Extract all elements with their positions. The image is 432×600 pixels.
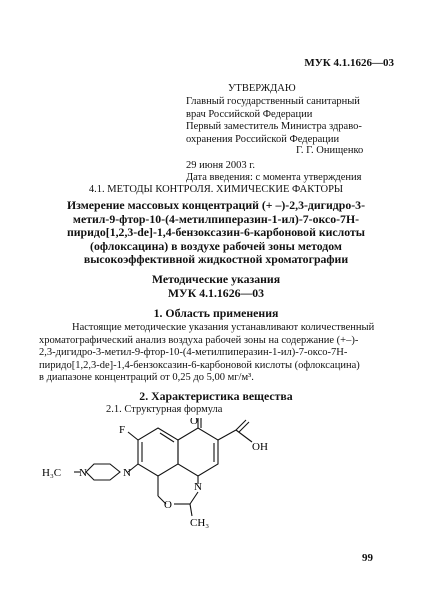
title-line: Измерение массовых концентраций (+ –)-2,3-дигидро-3-	[67, 198, 365, 212]
atom-n-ring: N	[194, 481, 202, 493]
approval-date: 29 июня 2003 г.	[186, 160, 256, 171]
approval-line: Главный государственный санитарный	[186, 96, 360, 108]
body-line: пиридо[1,2,3-de]-1,4-бензоксазин-6-карбоновой кислоты (офлоксацина)	[39, 359, 360, 371]
atom-n-pip2: N	[79, 467, 87, 479]
title-line: пиридо[1,2,3-de]-1,4-бензоксазин-6-карбоновой кислоты	[66, 225, 366, 240]
atom-ch3: CH₃	[190, 517, 210, 529]
benzene-ring	[138, 428, 178, 476]
signer-name: Г. Г. Онищенко	[296, 145, 364, 156]
approval-line: Первый заместитель Министра здраво-	[186, 121, 362, 133]
piperazine-ring	[86, 464, 120, 480]
atom-oh: OH	[252, 441, 268, 453]
approval-block	[186, 83, 362, 146]
body-line: в диапазоне концентраций от 0,25 до 5,00 мг/м³.	[39, 372, 254, 384]
body-line: 2,3-дигидро-3-метил-9-фтор-10-(4-метилпиперазин-1-ил)-7-оксо-7Н-	[39, 347, 348, 359]
section1-heading: 1. Область применения	[153, 306, 279, 320]
approval-line: врач Российской Федерации	[186, 108, 313, 120]
atom-o-ring: O	[164, 499, 172, 511]
title-line: высокоэффективной жидкостной хроматографии	[83, 252, 349, 267]
pyridone-ring	[178, 428, 218, 476]
body-line: хроматографический анализ воздуха рабочей зоны на содержание (+–)-	[39, 334, 359, 346]
title-line: (офлоксацина) в воздухе рабочей зоны методом	[90, 238, 342, 253]
document-title	[30, 199, 402, 267]
section2-heading: 2. Характеристика вещества	[139, 389, 293, 403]
atom-h3c: H₃C	[42, 467, 62, 479]
atom-o-keto: O	[190, 418, 198, 427]
atom-f: F	[119, 424, 126, 436]
section1-body	[39, 322, 375, 385]
subtitle-line: Методические указания	[151, 272, 281, 286]
formula-svg	[40, 418, 340, 530]
atom-n-pip1: N	[123, 467, 131, 479]
page-number: 99	[362, 552, 373, 564]
date-block	[186, 160, 361, 185]
doc-code: МУК 4.1.1626—03	[304, 57, 394, 69]
effective-date: Дата введения: с момента утверждения	[186, 172, 362, 184]
document-subtitle	[30, 273, 402, 300]
structural-formula	[40, 418, 340, 530]
subtitle-line: МУК 4.1.1626—03	[167, 285, 265, 300]
section-header: 4.1. МЕТОДЫ КОНТРОЛЯ. ХИМИЧЕСКИЕ ФАКТОРЫ	[88, 184, 344, 195]
approval-title: УТВЕРЖДАЮ	[228, 83, 296, 94]
approval-line: охранения Российской Федерации	[186, 133, 340, 145]
title-line: метил-9-фтор-10-(4-метилпиперазин-1-ил)-7-оксо-7Н-	[72, 211, 360, 226]
body-line: Настоящие методические указания устанавливают количественный	[72, 322, 375, 333]
section2-1-label: 2.1. Структурная формула	[106, 404, 223, 415]
